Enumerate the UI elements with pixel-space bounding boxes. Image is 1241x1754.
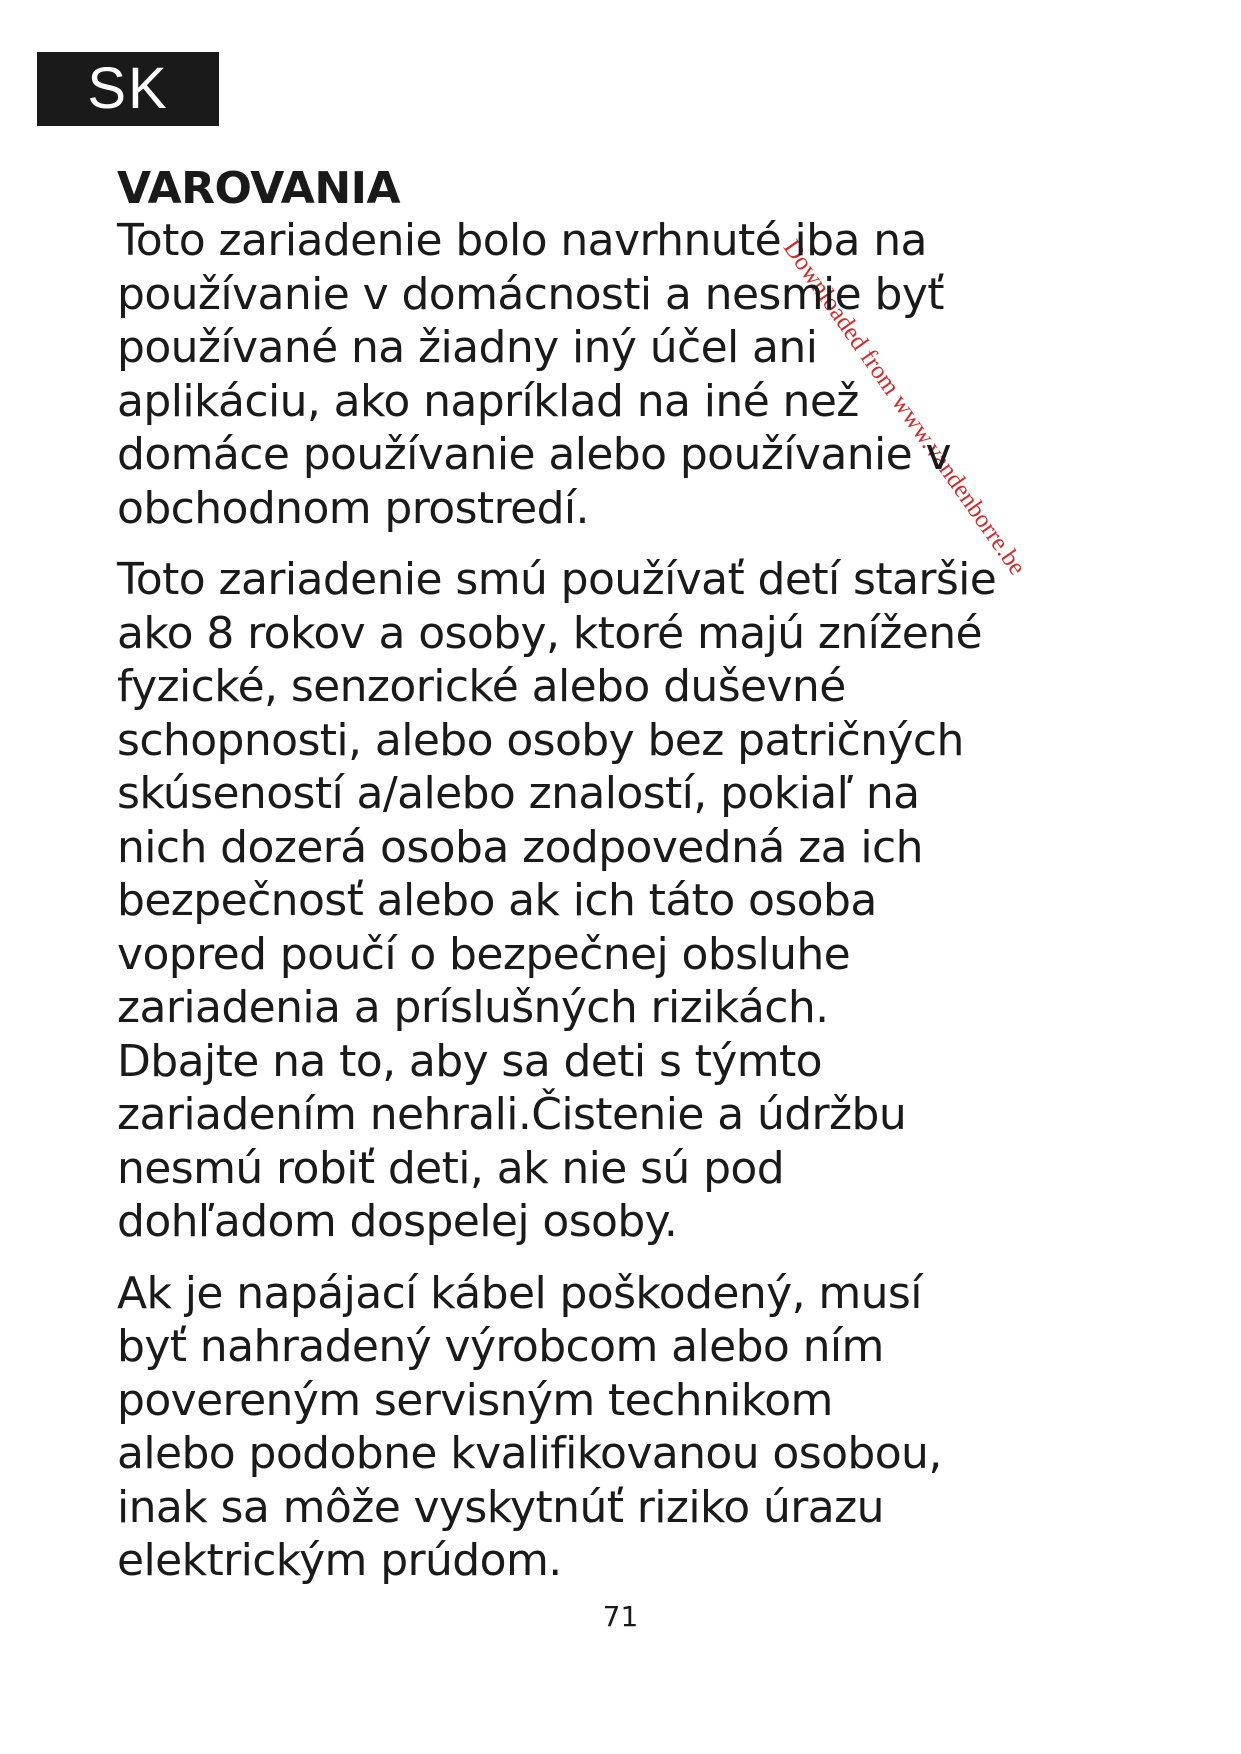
- section-heading: VAROVANIA: [117, 163, 401, 214]
- paragraph-children-supervision: Toto zariadenie smú používať detí staršie ako 8 rokov a osoby, ktoré majú znížené fyzické, senzorické alebo duševné schopnosti, alebo osoby bez patričných skúseností a/alebo znalostí, pokiaľ na nich dozerá osoba zodpovedná za ich bezpečnosť alebo ak ich táto osoba vopred poučí o bezpečnej obsluhe zariadenia a príslušných rizikách. Dbajte na to, aby sa deti s týmto zariadením nehrali.Čistenie a údržbu nesmú robiť deti, ak nie sú pod dohľadom dospelej osoby.: [117, 554, 997, 1247]
- paragraph-household-use: Toto zariadenie bolo navrhnuté iba na používanie v domácnosti a nesmie byť používané na žiadny iný účel ani aplikáciu, ako napríklad na iné než domáce používanie alebo používanie v obchodnom prostredí.: [117, 215, 951, 534]
- paragraph-power-cable: Ak je napájací kábel poškodený, musí byť nahradený výrobcom alebo ním povereným servisným technikom alebo podobne kvalifikovanou osobou, inak sa môže vyskytnúť riziko úrazu elektrickým prúdom.: [117, 1267, 942, 1586]
- watermark-text: Downloaded from www.vandenborre.be: [777, 235, 1031, 581]
- warnings-section: [117, 162, 1137, 1588]
- language-badge: SK: [37, 52, 219, 126]
- page-number: 71: [602, 1600, 639, 1633]
